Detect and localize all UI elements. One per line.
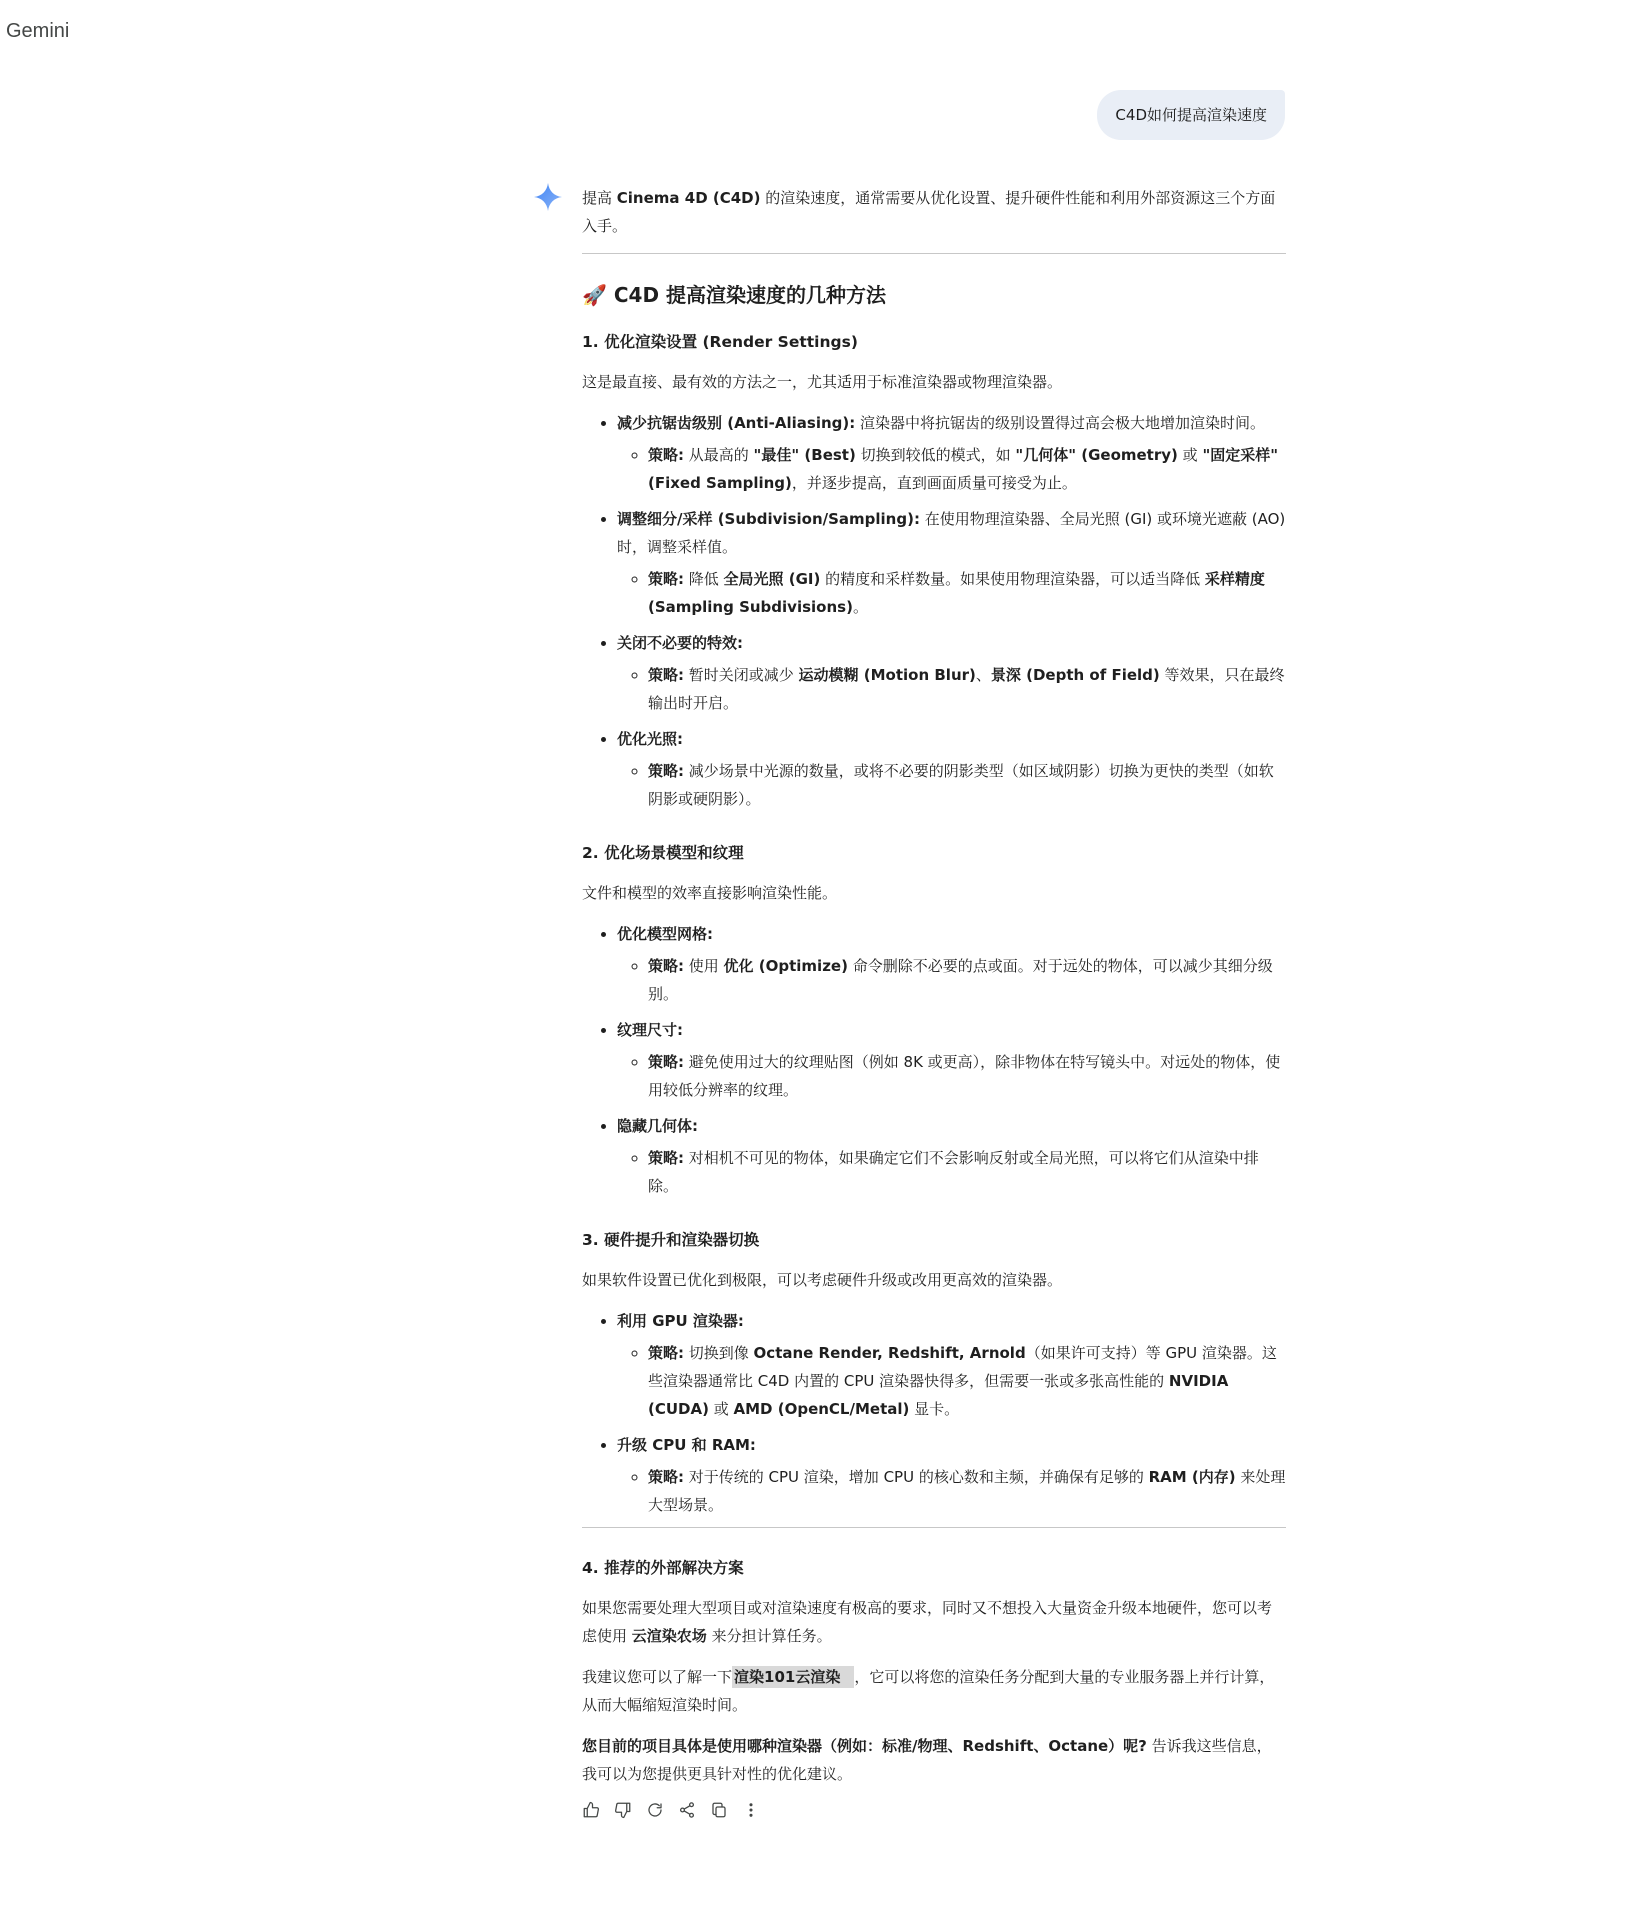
section-2-desc: 文件和模型的效率直接影响渲染性能。: [582, 884, 838, 902]
list-item: • 纹理尺寸: ◦ 策略: 避免使用过大的纹理贴图（例如 8K 或更高），除非物体在特写镜头中。对远处的物体，使用较低分辨率的纹理。: [617, 1016, 1286, 1104]
strategy-item: ◦ 策略: 避免使用过大的纹理贴图（例如 8K 或更高），除非物体在特写镜头中。对远处的物体，使用较低分辨率的纹理。: [648, 1048, 1286, 1104]
section-4-title: 4. 推荐的外部解决方案: [582, 1559, 744, 1577]
response-body: [582, 184, 1286, 1819]
section-2-title: 2. 优化场景模型和纹理: [582, 844, 744, 862]
thumbs-down-icon[interactable]: [614, 1801, 632, 1819]
strategy-item: ◦ 策略: 降低 全局光照 (GI) 的精度和采样数量。如果使用物理渲染器，可以适当降低 采样精度 (Sampling Subdivisions)。: [648, 565, 1286, 621]
user-prompt-bubble: C4D如何提高渲染速度: [1097, 90, 1285, 140]
section-3-title: 3. 硬件提升和渲染器切换: [582, 1231, 760, 1249]
app-brand: Gemini: [6, 20, 70, 42]
thumbs-up-icon[interactable]: [582, 1801, 600, 1819]
list-item: • 关闭不必要的特效: ◦ 策略: 暂时关闭或减少 运动模糊 (Motion Blur)、景深 (Depth of Field) 等效果，只在最终输出时开启。: [617, 629, 1286, 717]
divider: [582, 253, 1286, 254]
section-4-p2: 我建议您可以了解一下 渲染101云渲染 ，它可以将您的渲染任务分配到大量的专业服务器上并行计算，从而大幅缩短渲染时间。: [582, 1668, 1275, 1714]
strategy-item: ◦ 策略: 暂时关闭或减少 运动模糊 (Motion Blur)、景深 (Depth of Field) 等效果，只在最终输出时开启。: [648, 661, 1286, 717]
list-item: • 减少抗锯齿级别 (Anti-Aliasing): 渲染器中将抗锯齿的级别设置得过高会极大地增加渲染时间。 ◦ 策略: 从最高的 "最佳" (Best) 切换到较低的模式，如 "几何体" (Geometry) 或 "固定采样" (Fixed Sampling)，并逐步提高，直到画面质量可接受为止。: [617, 409, 1286, 497]
section-2-list: [582, 920, 1286, 1200]
list-item: • 调整细分/采样 (Subdivision/Sampling): 在使用物理渲染器、全局光照 (GI) 或环境光遮蔽 (AO) 时，调整采样值。 ◦ 策略: 降低 全局光照 (GI) 的精度和采样数量。如果使用物理渲染器，可以适当降低 采样精度 (Sampling Subdivisions)。: [617, 505, 1286, 621]
strategy-item: ◦ 策略: 对于传统的 CPU 渲染，增加 CPU 的核心数和主频，并确保有足够的 RAM (内存) 来处理大型场景。: [648, 1463, 1286, 1519]
cloud-render-link[interactable]: 渲染101云渲染: [732, 1666, 854, 1688]
share-icon[interactable]: [678, 1801, 696, 1819]
regenerate-icon[interactable]: [646, 1801, 664, 1819]
gemini-spark-icon: [534, 183, 562, 211]
intro-paragraph: 提高 Cinema 4D (C4D) 的渲染速度，通常需要从优化设置、提升硬件性能和利用外部资源这三个方面入手。: [582, 189, 1276, 235]
section-1-list: [582, 409, 1286, 813]
section-1-desc: 这是最直接、最有效的方法之一，尤其适用于标准渲染器或物理渲染器。: [582, 373, 1063, 391]
strategy-item: ◦ 策略: 切换到像 Octane Render, Redshift, Arnold（如果许可支持）等 GPU 渲染器。这些渲染器通常比 C4D 内置的 CPU 渲染器快得多，但需要一张或多张高性能的 NVIDIA (CUDA) 或 AMD (OpenCL/Metal) 显卡。: [648, 1339, 1286, 1423]
list-item: • 利用 GPU 渲染器: ◦ 策略: 切换到像 Octane Render, Redshift, Arnold（如果许可支持）等 GPU 渲染器。这些渲染器通常比 C4D 内置的 CPU 渲染器快得多，但需要一张或多张高性能的 NVIDIA (CUDA) 或 AMD (OpenCL/Metal) 显卡。: [617, 1307, 1286, 1423]
section-3-desc: 如果软件设置已优化到极限，可以考虑硬件升级或改用更高效的渲染器。: [582, 1271, 1063, 1289]
section-1-title: 1. 优化渲染设置 (Render Settings): [582, 333, 858, 351]
section-3-list: [582, 1307, 1286, 1519]
section-4-p1: 如果您需要处理大型项目或对渲染速度有极高的要求，同时又不想投入大量资金升级本地硬件，您可以考虑使用 云渲染农场 来分担计算任务。: [582, 1599, 1273, 1645]
strategy-item: ◦ 策略: 从最高的 "最佳" (Best) 切换到较低的模式，如 "几何体" (Geometry) 或 "固定采样" (Fixed Sampling)，并逐步提高，直到画面质量可接受为止。: [648, 441, 1286, 497]
list-item: • 优化模型网格: ◦ 策略: 使用 优化 (Optimize) 命令删除不必要的点或面。对于远处的物体，可以减少其细分级别。: [617, 920, 1286, 1008]
more-options-icon[interactable]: [742, 1801, 760, 1819]
list-item: • 升级 CPU 和 RAM: ◦ 策略: 对于传统的 CPU 渲染，增加 CPU 的核心数和主频，并确保有足够的 RAM (内存) 来处理大型场景。: [617, 1431, 1286, 1519]
response-actions: [582, 1801, 1286, 1819]
copy-icon[interactable]: [710, 1801, 728, 1819]
strategy-item: ◦ 策略: 对相机不可见的物体，如果确定它们不会影响反射或全局光照，可以将它们从渲染中排除。: [648, 1144, 1286, 1200]
divider: [582, 1527, 1286, 1528]
list-item: • 隐藏几何体: ◦ 策略: 对相机不可见的物体，如果确定它们不会影响反射或全局光照，可以将它们从渲染中排除。: [617, 1112, 1286, 1200]
strategy-item: ◦ 策略: 减少场景中光源的数量，或将不必要的阴影类型（如区域阴影）切换为更快的类型（如软阴影或硬阴影）。: [648, 757, 1286, 813]
follow-up-question: 您目前的项目具体是使用哪种渲染器（例如：标准/物理、Redshift、Octane）呢? 告诉我这些信息，我可以为您提供更具针对性的优化建议。: [582, 1737, 1272, 1783]
response-heading: 🚀 C4D 提高渲染速度的几种方法: [582, 283, 887, 307]
list-item: • 优化光照: ◦ 策略: 减少场景中光源的数量，或将不必要的阴影类型（如区域阴影）切换为更快的类型（如软阴影或硬阴影）。: [617, 725, 1286, 813]
strategy-item: ◦ 策略: 使用 优化 (Optimize) 命令删除不必要的点或面。对于远处的物体，可以减少其细分级别。: [648, 952, 1286, 1008]
